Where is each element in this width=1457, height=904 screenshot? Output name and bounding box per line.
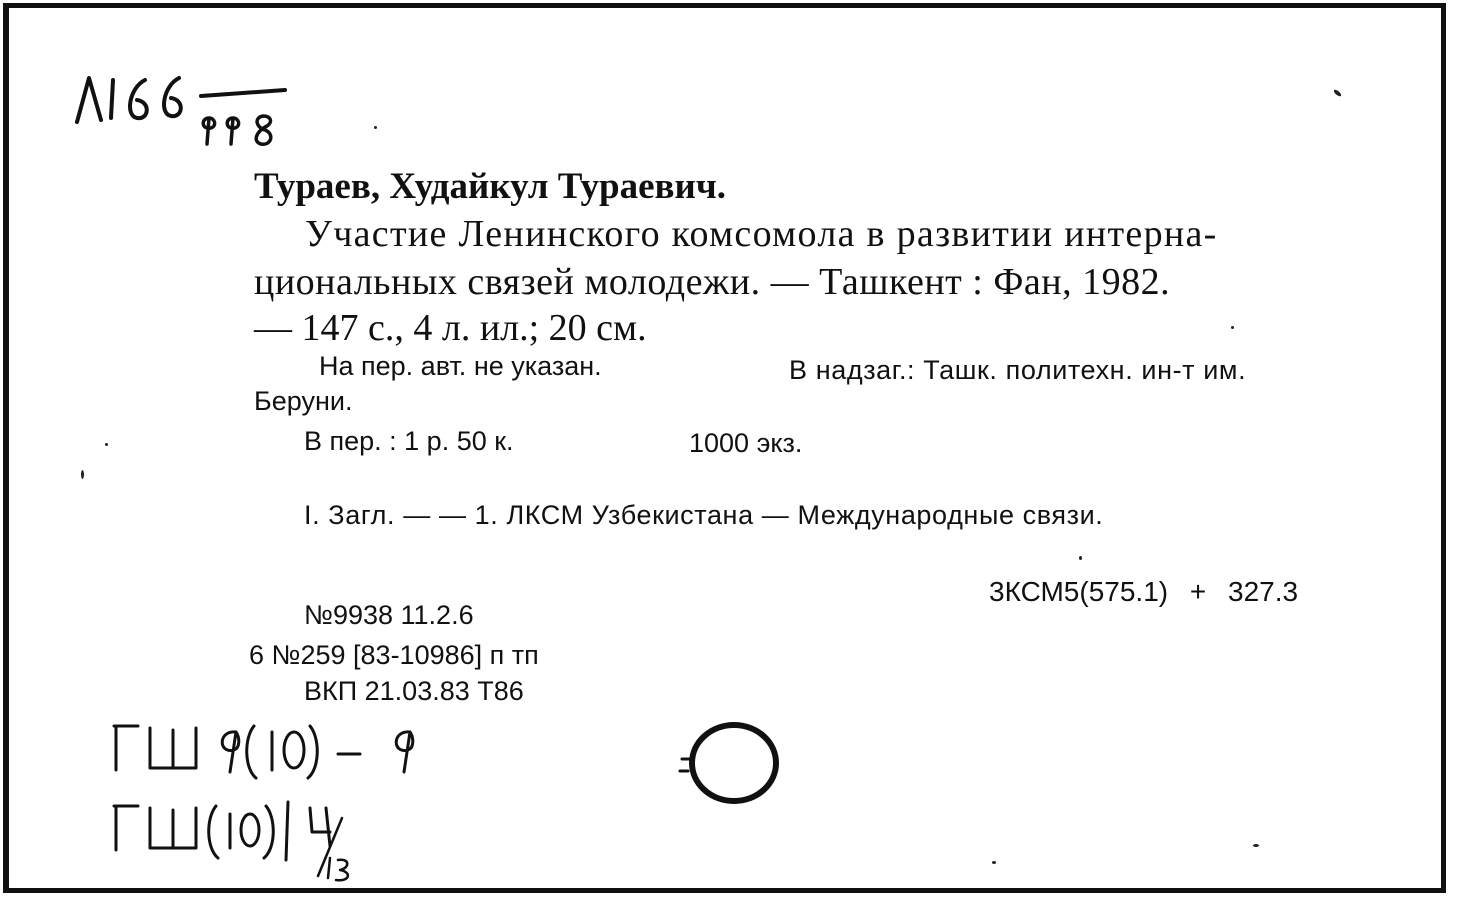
title-line-3: — 147 с., 4 л. ил.; 20 см. <box>254 307 647 349</box>
tracing-line: I. Загл. — — 1. ЛКСМ Узбекистана — Международные связи. <box>304 500 1104 530</box>
note-line-1b: В надзаг.: Ташк. политехн. ин-т им. <box>789 355 1247 385</box>
print-run: 1000 экз. <box>689 428 803 458</box>
scan-speck <box>1231 326 1234 329</box>
vkp-line: ВКП 21.03.83 Т86 <box>304 676 524 706</box>
card-number: 6 №259 [83-10986] п тп <box>249 640 539 670</box>
scan-speck <box>992 861 996 864</box>
handwritten-shelf-mark <box>67 60 307 160</box>
note-line-2: Беруни. <box>254 386 353 416</box>
handwritten-note-2 <box>104 788 384 888</box>
catalog-card <box>3 3 1446 893</box>
scan-speck <box>1079 556 1082 560</box>
author-heading: Тураев, Худайкул Тураевич. <box>254 166 726 207</box>
title-line-1: Участие Ленинского комсомола в развитии интерна- <box>305 213 1218 255</box>
classification-index: 3КСМ5(575.1) + 327.3 <box>989 576 1299 607</box>
title-line-2: циональных связей молодежи. — Ташкент : Фан, 1982. <box>254 261 1171 303</box>
circle-mark <box>674 713 789 813</box>
scan-speck <box>1253 844 1259 847</box>
price-binding: В пер. : 1 р. 50 к. <box>304 426 514 456</box>
note-line-1a: На пер. авт. не указан. <box>319 351 602 381</box>
handwritten-note-1 <box>104 708 444 788</box>
scan-speck <box>105 443 108 446</box>
scan-speck <box>1333 89 1342 98</box>
scan-speck <box>81 470 84 479</box>
order-number: №9938 11.2.6 <box>304 600 474 630</box>
scan-speck <box>374 126 377 129</box>
